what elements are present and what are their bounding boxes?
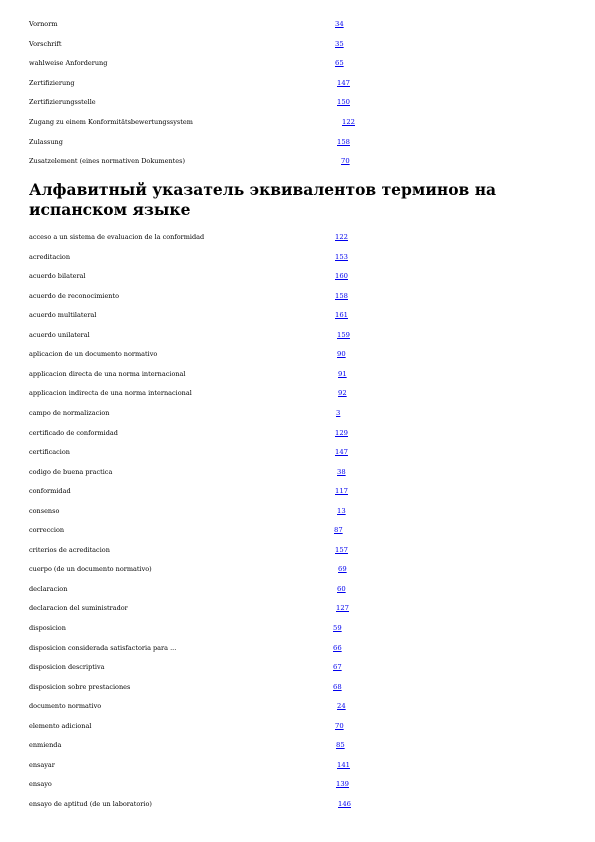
page-number-link[interactable]: 87 — [334, 526, 343, 535]
index-term: conformidad — [29, 487, 71, 496]
index-entry — [0, 739, 595, 753]
index-term: criterios de acreditacion — [29, 545, 110, 554]
index-term: disposicion sobre prestaciones — [29, 682, 131, 691]
page-number-link[interactable]: 91 — [338, 369, 347, 378]
index-term: disposicion considerada satisfactoria para ... — [29, 643, 177, 652]
index-term: acreditacion — [29, 252, 71, 261]
index-term: Zusatzelement (eines normativen Dokumentes) — [29, 157, 185, 166]
page-number-link[interactable]: 161 — [335, 311, 348, 320]
index-entry — [0, 38, 595, 52]
index-entry — [0, 661, 595, 675]
index-entry — [0, 270, 595, 284]
page-number-link[interactable]: 3 — [336, 408, 341, 417]
page-number-link[interactable]: 139 — [336, 780, 349, 789]
index-entry — [0, 583, 595, 597]
index-term: ensayo de aptitud (de un laboratorio) — [29, 799, 152, 808]
page-number-link[interactable]: 66 — [333, 643, 342, 652]
index-term: ensayo — [29, 780, 52, 789]
index-entry — [0, 505, 595, 519]
index-entry — [0, 116, 595, 130]
index-entry — [0, 155, 595, 169]
index-term: acuerdo multilateral — [29, 311, 97, 320]
page-number-link[interactable]: 60 — [337, 584, 346, 593]
section-heading: Алфавитный указатель эквивалентов терминов на испанском языке — [29, 180, 497, 219]
index-entry — [0, 231, 595, 245]
index-entry — [0, 700, 595, 714]
index-entry — [0, 18, 595, 32]
page-number-link[interactable]: 159 — [337, 330, 350, 339]
index-entry — [0, 427, 595, 441]
index-entry — [0, 348, 595, 362]
index-entry — [0, 290, 595, 304]
page-number-link[interactable]: 67 — [333, 663, 342, 672]
index-term: disposicion — [29, 624, 66, 632]
page-number-link[interactable]: 147 — [335, 448, 348, 457]
page-number-link[interactable]: 68 — [333, 682, 342, 691]
page-number-link[interactable]: 147 — [337, 78, 350, 87]
page-number-link[interactable]: 158 — [337, 137, 350, 146]
page-number-link[interactable]: 92 — [338, 389, 347, 398]
index-entry — [0, 309, 595, 323]
page-number-link[interactable]: 70 — [341, 157, 350, 166]
index-term: Zertifizierungsstelle — [29, 98, 96, 107]
index-entry — [0, 563, 595, 577]
index-entry — [0, 602, 595, 616]
index-term: Vornorm — [29, 20, 58, 28]
index-entry — [0, 57, 595, 71]
page-number-link[interactable]: 85 — [336, 741, 345, 750]
index-term: correccion — [29, 526, 65, 535]
index-term: consenso — [29, 506, 60, 515]
page-number-link[interactable]: 127 — [336, 604, 349, 613]
index-entry — [0, 446, 595, 460]
index-term: declaracion — [29, 584, 68, 593]
index-term: codigo de buena practica — [29, 467, 113, 476]
page-number-link[interactable]: 65 — [335, 59, 344, 68]
index-term: enmienda — [29, 741, 62, 750]
index-term: ensayar — [29, 760, 55, 769]
page-number-link[interactable]: 34 — [335, 20, 344, 28]
page-number-link[interactable]: 70 — [335, 721, 344, 730]
index-entry — [0, 387, 595, 401]
index-term: certificacion — [29, 448, 70, 457]
index-entry — [0, 407, 595, 421]
index-term: acceso a un sistema de evaluacion de la conformidad — [29, 233, 205, 241]
page-number-link[interactable]: 150 — [337, 98, 350, 107]
index-term: acuerdo bilateral — [29, 272, 86, 281]
page-number-link[interactable]: 122 — [342, 118, 355, 126]
index-entry — [0, 622, 595, 636]
page-number-link[interactable]: 117 — [335, 487, 348, 496]
page-number-link[interactable]: 129 — [335, 428, 348, 437]
index-term: Zertifizierung — [29, 78, 75, 87]
index-entry — [0, 681, 595, 695]
index-entry — [0, 759, 595, 773]
index-term: Zugang zu einem Konformitätsbewertungssystem — [29, 118, 193, 126]
index-entry — [0, 96, 595, 110]
page-number-link[interactable]: 38 — [337, 467, 346, 476]
page-number-link[interactable]: 59 — [333, 624, 342, 632]
index-term: elemento adicional — [29, 721, 92, 730]
index-term: documento normativo — [29, 702, 102, 711]
page-number-link[interactable]: 24 — [337, 702, 346, 711]
index-term: Zulassung — [29, 137, 63, 146]
index-term: acuerdo de reconocimiento — [29, 291, 119, 300]
page-number-link[interactable]: 90 — [337, 350, 346, 359]
index-entry — [0, 368, 595, 382]
index-term: certificado de conformidad — [29, 428, 118, 437]
page-number-link[interactable]: 153 — [335, 252, 348, 261]
index-term: disposicion descriptiva — [29, 663, 105, 672]
index-entry — [0, 778, 595, 792]
index-term: cuerpo (de un documento normativo) — [29, 565, 152, 574]
index-entry — [0, 720, 595, 734]
index-entry — [0, 251, 595, 265]
page-number-link[interactable]: 160 — [335, 272, 348, 281]
page-number-link[interactable]: 69 — [338, 565, 347, 574]
page-number-link[interactable]: 141 — [337, 760, 350, 769]
page-number-link[interactable]: 122 — [335, 233, 348, 241]
index-entry — [0, 544, 595, 558]
page-number-link[interactable]: 13 — [337, 506, 346, 515]
index-entry — [0, 466, 595, 480]
page-number-link[interactable]: 158 — [335, 291, 348, 300]
index-term: acuerdo unilateral — [29, 330, 90, 339]
index-entry — [0, 77, 595, 91]
index-entry — [0, 798, 595, 812]
index-entry — [0, 524, 595, 538]
index-term: wahlweise Anforderung — [29, 59, 108, 68]
index-term: campo de normalizacion — [29, 408, 110, 417]
index-entry — [0, 136, 595, 150]
index-entry — [0, 485, 595, 499]
index-entry — [0, 642, 595, 656]
index-term: Vorschrift — [29, 39, 62, 48]
index-term: declaracion del suministrador — [29, 604, 128, 613]
page-number-link[interactable]: 35 — [335, 39, 344, 48]
index-term: applicacion directa de una norma internacional — [29, 369, 186, 378]
page-number-link[interactable]: 146 — [338, 799, 351, 808]
page-number-link[interactable]: 157 — [335, 545, 348, 554]
index-entry — [0, 329, 595, 343]
index-term: aplicacion de un documento normativo — [29, 350, 158, 359]
index-term: applicacion indirecta de una norma internacional — [29, 389, 192, 398]
